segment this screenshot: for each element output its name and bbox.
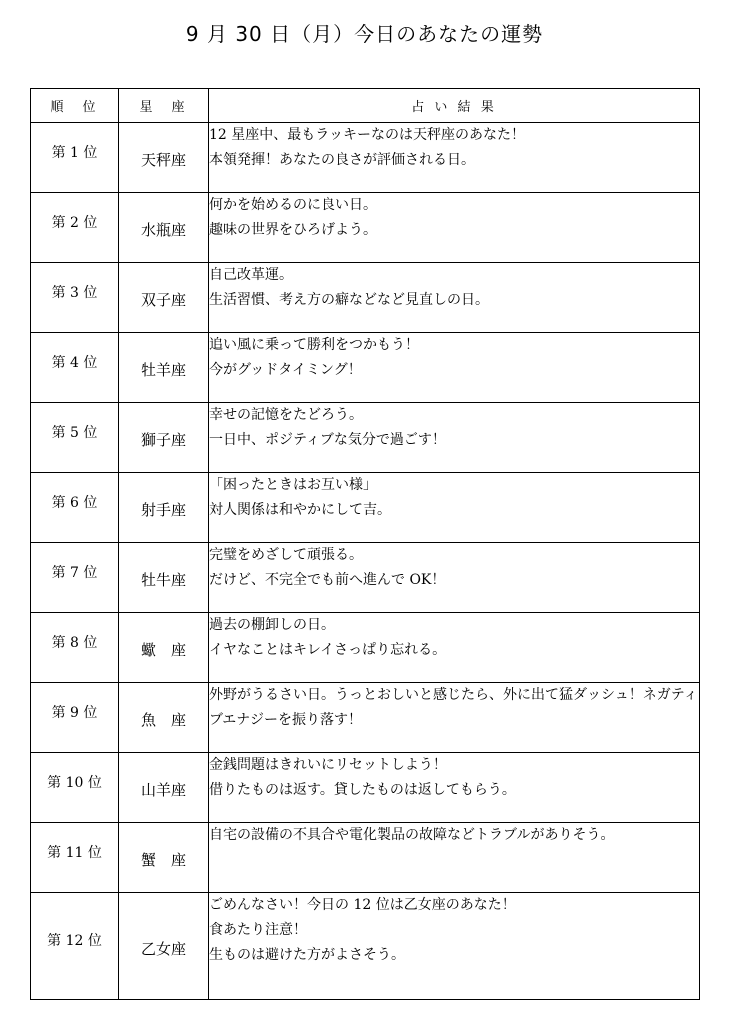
result-cell [209,893,700,1000]
result-cell [209,683,700,753]
sign-cell [119,823,209,893]
rank-label: 第 10 位 [47,774,102,791]
result-cell [209,193,700,263]
rank-cell [31,823,119,893]
rank-cell [31,893,119,1000]
rank-cell [31,613,119,683]
sign-label: 蠍 座 [140,641,186,659]
sign-cell [119,753,209,823]
table-row [31,893,700,1000]
result-line: 何かを始めるのに良い日。 [209,197,377,213]
result-line: 過去の棚卸しの日。 [209,617,335,633]
rank-cell [31,123,119,193]
sign-cell [119,123,209,193]
result-line: 今がグッドタイミング！ [209,362,362,378]
result-cell [209,543,700,613]
sign-label: 獅子座 [140,431,186,449]
sign-label: 水瓶座 [140,221,186,239]
rank-label: 第 7 位 [51,564,98,581]
sign-label: 双子座 [140,291,186,309]
sign-cell [119,683,209,753]
rank-label: 第 5 位 [51,424,98,441]
result-cell [209,613,700,683]
rank-cell [31,753,119,823]
rank-label: 第 11 位 [47,844,102,861]
table-row [31,823,700,893]
table-row [31,333,700,403]
table-row [31,473,700,543]
sign-label: 蟹 座 [140,851,186,869]
result-line: 金銭問題はきれいにリセットしよう！ [209,757,447,773]
sign-cell [119,403,209,473]
rank-column-header: 順 位 [31,89,119,123]
result-line: イヤなことはキレイさっぱり忘れる。 [209,642,447,658]
result-line: 生活習慣、考え方の癖などなど見直しの日。 [209,292,489,308]
sign-label: 乙女座 [140,939,186,958]
table-row [31,613,700,683]
table-row [31,683,700,753]
rank-label: 第 8 位 [51,634,98,651]
result-line: 「困ったときはお互い様」 [209,477,377,493]
table-row [31,403,700,473]
result-line: 自宅の設備の不具合や電化製品の故障などトラブルがありそう。 [209,827,615,843]
result-line: 12 星座中、最もラッキーなのは天秤座のあなた！ [209,127,525,143]
rank-label: 第 2 位 [51,214,98,231]
table-row [31,263,700,333]
result-cell [209,473,700,543]
result-cell [209,823,700,893]
rank-label: 第 9 位 [51,704,98,721]
rank-cell [31,193,119,263]
sign-cell [119,193,209,263]
rank-cell [31,543,119,613]
sign-label: 牡羊座 [140,361,186,379]
result-cell [209,263,700,333]
rank-label: 第 3 位 [51,284,98,301]
sign-label: 天秤座 [140,151,186,169]
result-line: 追い風に乗って勝利をつかもう！ [209,337,419,353]
sign-cell [119,333,209,403]
rank-cell [31,403,119,473]
sign-label: 射手座 [140,501,186,519]
sign-label: 牡牛座 [140,571,186,589]
result-line: 本領発揮！あなたの良さが評価される日。 [209,152,475,168]
sign-cell [119,613,209,683]
page-title: 9 月 30 日（月）今日のあなたの運勢 [185,22,544,46]
rank-cell [31,683,119,753]
rank-label: 第 6 位 [51,494,98,511]
sign-label: 魚 座 [140,711,186,729]
sign-column-header: 星 座 [119,89,209,123]
result-line: 一日中、ポジティブな気分で過ごす！ [209,432,446,448]
table-row [31,543,700,613]
result-line: 生ものは避けた方がよさそう。 [209,947,405,963]
sign-label: 山羊座 [140,781,186,799]
sign-cell [119,473,209,543]
result-line: 対人関係は和やかにして吉。 [209,502,391,518]
result-cell [209,753,700,823]
sign-cell [119,893,209,1000]
table-header-row [31,89,700,123]
result-line: だけど、不完全でも前へ進んで OK！ [209,572,446,588]
rank-label: 第 1 位 [51,144,98,161]
result-line: 借りたものは返す。貸したものは返してもらう。 [209,782,516,798]
table-row [31,123,700,193]
result-line: ごめんなさい！今日の 12 位は乙女座のあなた！ [209,897,516,913]
result-line: 食あたり注意！ [209,922,307,938]
table-row [31,753,700,823]
result-cell [209,123,700,193]
result-cell [209,333,700,403]
result-line: 幸せの記憶をたどろう。 [209,407,363,423]
sign-cell [119,543,209,613]
result-cell [209,403,700,473]
result-line: 自己改革運。 [209,267,293,283]
result-line: 外野がうるさい日。うっとおしいと感じたら、外に出て猛ダッシュ！ネガティブエナジーを振り落す！ [209,687,698,728]
result-column-header: 占 い 結 果 [209,89,700,123]
fortune-table [30,88,700,1000]
result-line: 趣味の世界をひろげよう。 [209,222,377,238]
fortune-rows [31,123,700,1000]
rank-cell [31,473,119,543]
rank-label: 第 4 位 [51,354,98,371]
rank-cell [31,263,119,333]
rank-cell [31,333,119,403]
sign-cell [119,263,209,333]
rank-label: 第 12 位 [47,933,102,949]
table-row [31,193,700,263]
result-line: 完璧をめざして頑張る。 [209,547,363,563]
